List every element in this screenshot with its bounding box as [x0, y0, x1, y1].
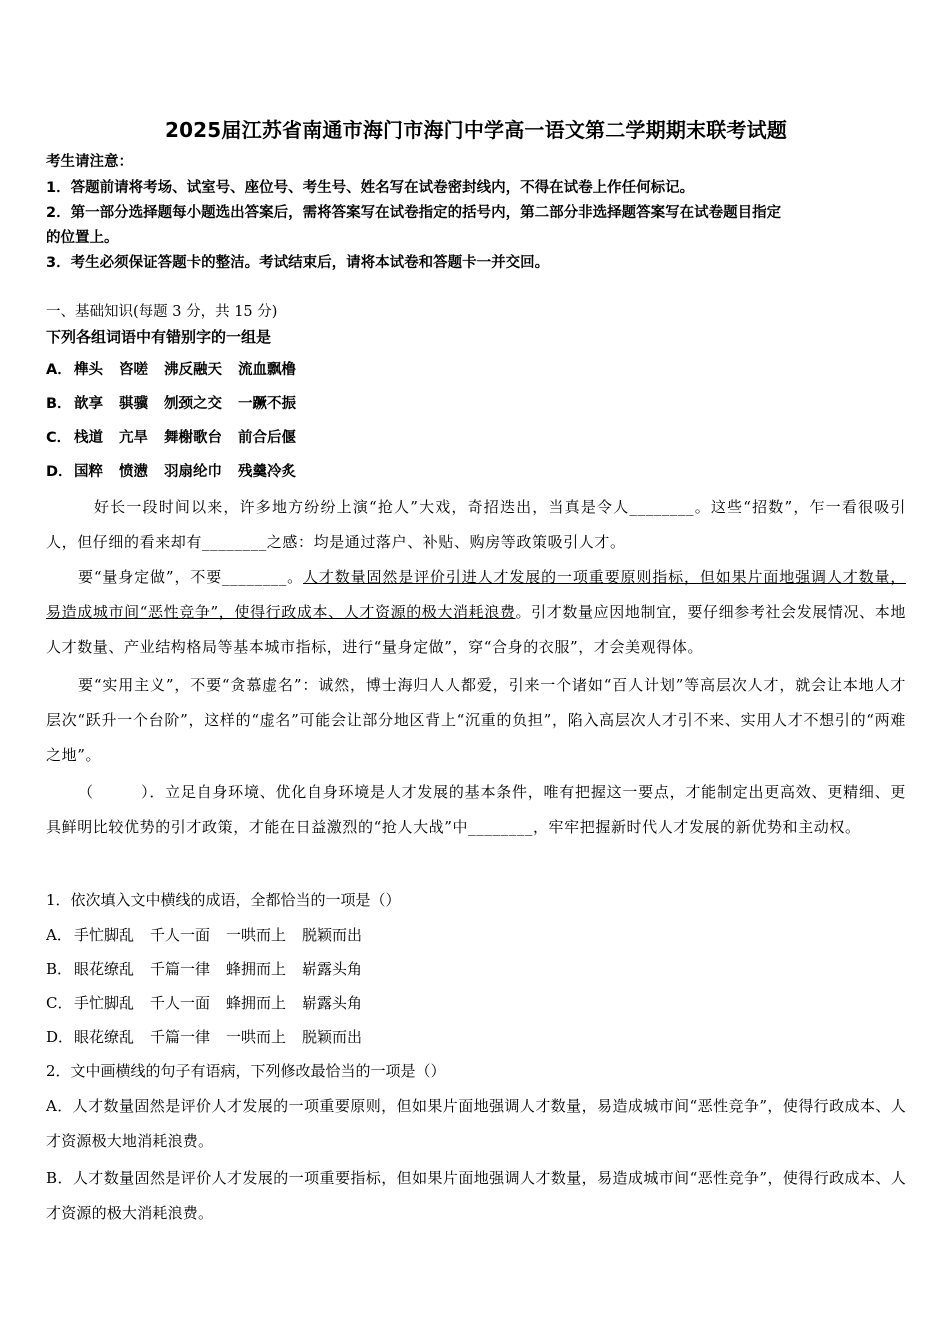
q2-option-a: A．人才数量固然是评价人才发展的一项重要原则，但如果片面地强调人才数量，易造成城市间“恶性竞争”，使得行政成本、人才资源极大地消耗浪费。 — [46, 1097, 906, 1150]
option-word: 亢旱 — [119, 430, 148, 446]
option-word: 羽扇纶巾 — [164, 464, 222, 480]
option-word: 蜂拥而上 — [226, 994, 287, 1012]
option-word: 栈道 — [74, 430, 103, 446]
option-word: 舞榭歌台 — [164, 430, 222, 446]
option-word: 手忙脚乱 — [74, 926, 135, 944]
passage-paragraph-2 — [46, 560, 906, 665]
notice-item-2-cont: 的位置上。 — [46, 230, 119, 246]
option-label: C． — [46, 994, 73, 1012]
passage-paragraph-1: 好长一段时间以来，许多地方纷纷上演“抢人”大戏，奇招迭出，当真是令人________。这些“招数”，乍一看很吸引人，但仔细的看来却有________之感：均是通过落户、补贴、购房等政策吸引人才。 — [46, 498, 906, 551]
option-word: 骐骥 — [119, 396, 148, 412]
option-a — [46, 360, 312, 380]
q1-option-b — [46, 959, 378, 979]
option-word: 国粹 — [74, 464, 103, 480]
q1-stem: 1．依次填入文中横线的成语，全都恰当的一项是（） — [46, 891, 401, 909]
option-b — [46, 394, 312, 414]
option-word: 眼花缭乱 — [74, 960, 135, 978]
passage-paragraph-4: （ ）．立足自身环境、优化自身环境是人才发展的基本条件，唯有把握这一要点，才能制定出更高效、更精细、更具鲜明比较优势的引才政策，才能在日益激烈的“抢人大战”中________，牢牢把握新时代人才发展的新优势和主动权。 — [46, 783, 906, 836]
option-word: 眼花缭乱 — [74, 1028, 135, 1046]
option-word: 咨嗟 — [119, 362, 148, 378]
option-word: 一哄而上 — [226, 926, 287, 944]
option-word: 前合后偃 — [238, 430, 296, 446]
option-word: 千人一面 — [150, 994, 211, 1012]
option-word: 残羹冷炙 — [238, 464, 296, 480]
option-word: 流血飘橹 — [238, 362, 296, 378]
option-word: 崭露头角 — [302, 994, 363, 1012]
section-question: 下列各组词语中有错别字的一组是 — [46, 328, 272, 346]
passage-text: 要“量身定做”，不要________。 — [78, 568, 304, 586]
underlined-sentence: 人才数量固然是评价引进人才发展的一项重要原则指标，但如果片面地强调人才数量，易造成城市间“恶性竞争”，使得行政成本、人才资源的极大消耗浪费 — [46, 568, 906, 621]
option-word: 一哄而上 — [226, 1028, 287, 1046]
option-label: A． — [46, 362, 72, 378]
notice-item-3: 3．考生必须保证答题卡的整洁。考试结束后，请将本试卷和答题卡一并交回。 — [46, 255, 550, 271]
notice-item-2: 2．第一部分选择题每小题选出答案后，需将答案写在试卷指定的括号内，第二部分非选择题答案写在试卷题目指定 — [46, 205, 782, 221]
option-d — [46, 462, 312, 482]
option-word: 千篇一律 — [150, 960, 211, 978]
option-label: B． — [46, 396, 72, 412]
option-label: B． — [46, 960, 73, 978]
q1-option-a — [46, 925, 378, 945]
option-word: 一蹶不振 — [238, 396, 296, 412]
option-word: 脱颖而出 — [302, 926, 363, 944]
option-word: 千人一面 — [150, 926, 211, 944]
q1-option-c — [46, 993, 378, 1013]
option-word: 千篇一律 — [150, 1028, 211, 1046]
option-word: 脱颖而出 — [302, 1028, 363, 1046]
option-word: 沸反融天 — [164, 362, 222, 378]
option-label: C． — [46, 430, 72, 446]
option-word: 歆享 — [74, 396, 103, 412]
option-label: A． — [46, 926, 72, 944]
q1-option-d — [46, 1027, 378, 1047]
option-word: 蜂拥而上 — [226, 960, 287, 978]
option-word: 愤懑 — [119, 464, 148, 480]
page-title: 2025届江苏省南通市海门市海门中学高一语文第二学期期末联考试题 — [164, 118, 788, 142]
option-label: D． — [46, 464, 73, 480]
option-label: D． — [46, 1028, 74, 1046]
option-word: 刎颈之交 — [164, 396, 222, 412]
section-heading: 一、基础知识(每题 3 分，共 15 分) — [46, 304, 278, 320]
option-word: 崭露头角 — [302, 960, 363, 978]
option-word: 手忙脚乱 — [74, 994, 135, 1012]
passage-text: 。引才数量应因地制宜，要仔细参考社会发展情况、本地人才数量、产业结构格局等基本城市指标，进行“量身定做”，穿“合身的衣服”，才会美观得体。 — [46, 603, 906, 656]
notice-item-1: 1．答题前请将考场、试室号、座位号、考生号、姓名写在试卷密封线内，不得在试卷上作任何标记。 — [46, 180, 695, 196]
option-c — [46, 428, 312, 448]
passage-paragraph-3: 要“实用主义”，不要“贪慕虚名”：诚然，博士海归人人都爱，引来一个诸如“百人计划”等高层次人才，就会让本地人才层次“跃升一个台阶”，这样的“虚名”可能会让部分地区背上“沉重的负担”，陷入高层次人才引不来、实用人才不想引的“两难之地”。 — [46, 676, 906, 764]
q2-option-b: B．人才数量固然是评价人才发展的一项重要指标，但如果片面地强调人才数量，易造成城市间“恶性竞争”，使得行政成本、人才资源的极大消耗浪费。 — [46, 1169, 906, 1222]
notice-heading: 考生请注意： — [46, 154, 133, 170]
q2-stem: 2．文中画横线的句子有语病，下列修改最恰当的一项是（） — [46, 1062, 446, 1080]
option-word: 榫头 — [74, 362, 103, 378]
